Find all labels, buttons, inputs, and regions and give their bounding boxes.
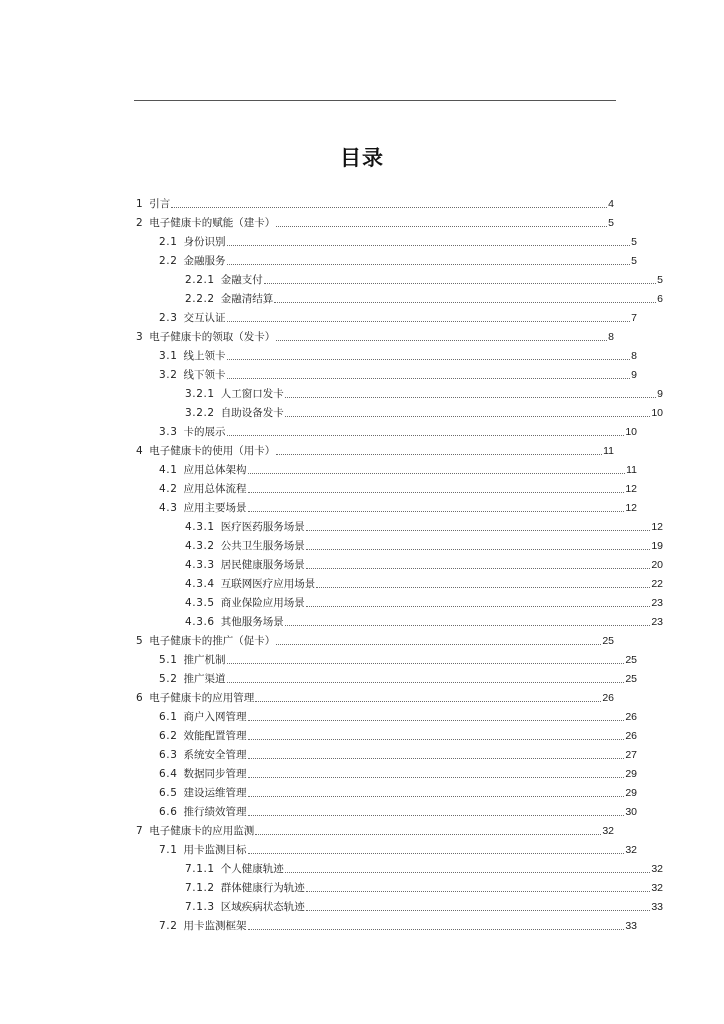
toc-dot-leader <box>306 891 651 892</box>
toc-entry-text: 商业保险应用场景 <box>220 597 305 609</box>
toc-dot-leader <box>248 511 625 512</box>
toc-entry-page: 6 <box>657 293 663 305</box>
toc-entry-page: 10 <box>625 426 637 438</box>
toc-entry-page: 22 <box>651 578 663 590</box>
toc-entry-text: 效能配置管理 <box>183 730 247 742</box>
toc-entry[interactable] <box>136 271 663 287</box>
toc-dot-leader <box>306 549 651 550</box>
toc-entry-text: 其他服务场景 <box>220 616 284 628</box>
toc-entry[interactable] <box>136 670 637 686</box>
toc-entry-text: 用卡监测框架 <box>183 920 247 932</box>
toc-entry[interactable] <box>136 784 637 800</box>
toc-entry-number: 3.2.1 <box>185 388 215 400</box>
toc-entry-page: 29 <box>625 787 637 799</box>
toc-entry-page: 33 <box>651 901 663 913</box>
toc-entry[interactable] <box>136 841 637 857</box>
toc-dot-leader <box>227 245 631 246</box>
toc-entry-page: 7 <box>631 312 637 324</box>
toc-dot-leader <box>276 340 607 341</box>
toc-entry-text: 个人健康轨迹 <box>220 863 284 875</box>
toc-entry[interactable] <box>136 879 663 895</box>
toc-entry[interactable] <box>136 803 637 819</box>
toc-entry-text: 线上领卡 <box>183 350 226 362</box>
toc-dot-leader <box>306 568 651 569</box>
toc-entry-page: 5 <box>608 217 614 229</box>
toc-entry-page: 26 <box>602 692 614 704</box>
toc-dot-leader <box>285 872 651 873</box>
toc-dot-leader <box>248 853 625 854</box>
toc-entry-text: 金融支付 <box>220 274 263 286</box>
toc-dot-leader <box>248 492 625 493</box>
toc-entry-text: 应用主要场景 <box>183 502 247 514</box>
toc-entry-text: 电子健康卡的领取（发卡） <box>149 331 276 343</box>
toc-entry-number: 6.1 <box>159 711 178 723</box>
toc-dot-leader <box>227 321 631 322</box>
toc-entry[interactable] <box>136 765 637 781</box>
toc-dot-leader <box>306 910 651 911</box>
toc-entry-text: 商户入网管理 <box>183 711 247 723</box>
toc-entry-page: 4 <box>608 198 614 210</box>
toc-entry[interactable] <box>136 252 637 268</box>
toc-entry-number: 7.1.1 <box>185 863 215 875</box>
toc-entry-page: 26 <box>625 730 637 742</box>
toc-entry-text: 医疗医药服务场景 <box>220 521 305 533</box>
toc-entry-text: 人工窗口发卡 <box>220 388 284 400</box>
toc-entry-text: 交互认证 <box>183 312 226 324</box>
toc-entry-number: 7.1 <box>159 844 178 856</box>
toc-entry-text: 系统安全管理 <box>183 749 247 761</box>
toc-entry[interactable] <box>136 290 663 306</box>
toc-entry-number: 2.2.2 <box>185 293 215 305</box>
toc-dot-leader <box>227 663 625 664</box>
toc-entry[interactable] <box>136 480 637 496</box>
toc-entry[interactable] <box>136 917 637 933</box>
toc-entry-page: 12 <box>651 521 663 533</box>
toc-entry-number: 3.3 <box>159 426 178 438</box>
toc-entry-number: 3 <box>136 331 144 343</box>
toc-entry-number: 3.2.2 <box>185 407 215 419</box>
toc-entry-number: 3.1 <box>159 350 178 362</box>
toc-dot-leader <box>248 739 625 740</box>
toc-entry-page: 11 <box>603 445 614 457</box>
toc-entry-page: 25 <box>625 673 637 685</box>
toc-entry-number: 1 <box>136 198 144 210</box>
toc-entry[interactable] <box>136 328 614 344</box>
toc-entry-number: 6.6 <box>159 806 178 818</box>
toc-dot-leader <box>276 644 601 645</box>
toc-entry-number: 2 <box>136 217 144 229</box>
toc-entry[interactable] <box>136 898 663 914</box>
toc-entry[interactable] <box>136 822 614 838</box>
toc-dot-leader <box>264 283 656 284</box>
header-rule <box>134 100 616 101</box>
toc-entry[interactable] <box>136 366 637 382</box>
toc-entry[interactable] <box>136 860 663 876</box>
toc-entry-page: 10 <box>651 407 663 419</box>
toc-entry-page: 9 <box>631 369 637 381</box>
toc-entry-page: 25 <box>625 654 637 666</box>
toc-dot-leader <box>306 530 651 531</box>
toc-entry[interactable] <box>136 233 637 249</box>
toc-entry-number: 7 <box>136 825 144 837</box>
toc-entry[interactable] <box>136 461 637 477</box>
toc-entry[interactable] <box>136 708 637 724</box>
toc-entry-number: 6.4 <box>159 768 178 780</box>
toc-entry[interactable] <box>136 347 637 363</box>
toc-dot-leader <box>248 796 625 797</box>
toc-entry-page: 23 <box>651 616 663 628</box>
toc-dot-leader <box>276 226 607 227</box>
toc-dot-leader <box>248 777 625 778</box>
toc-entry-number: 4.3.6 <box>185 616 215 628</box>
toc-entry[interactable] <box>136 385 663 401</box>
toc-entry-page: 20 <box>651 559 663 571</box>
toc-dot-leader <box>255 834 601 835</box>
toc-entry-number: 2.2.1 <box>185 274 215 286</box>
toc-entry-number: 5 <box>136 635 144 647</box>
toc-entry-page: 29 <box>625 768 637 780</box>
toc-entry-number: 4 <box>136 445 144 457</box>
toc-entry[interactable] <box>136 727 637 743</box>
toc-dot-leader <box>227 682 625 683</box>
toc-dot-leader <box>227 359 631 360</box>
toc-entry-number: 5.2 <box>159 673 178 685</box>
toc-entry-page: 5 <box>631 236 637 248</box>
toc-entry-page: 12 <box>625 502 637 514</box>
toc-entry[interactable] <box>136 423 637 439</box>
toc-entry-number: 7.1.3 <box>185 901 215 913</box>
toc-entry-page: 30 <box>625 806 637 818</box>
toc-entry[interactable] <box>136 556 663 572</box>
toc-dot-leader <box>227 378 631 379</box>
toc-entry-text: 金融清结算 <box>220 293 274 305</box>
toc-entry-page: 32 <box>651 882 663 894</box>
toc-entry-text: 居民健康服务场景 <box>220 559 305 571</box>
toc-entry-page: 12 <box>625 483 637 495</box>
toc-entry-text: 公共卫生服务场景 <box>220 540 305 552</box>
toc-entry-number: 4.2 <box>159 483 178 495</box>
toc-entry-number: 5.1 <box>159 654 178 666</box>
toc-entry-number: 4.3 <box>159 502 178 514</box>
toc-entry-text: 电子健康卡的赋能（建卡） <box>149 217 276 229</box>
toc-entry[interactable] <box>136 195 614 211</box>
toc-dot-leader <box>276 454 602 455</box>
toc-entry-page: 9 <box>657 388 663 400</box>
toc-entry-text: 应用总体架构 <box>183 464 247 476</box>
toc-entry-number: 7.2 <box>159 920 178 932</box>
toc-entry-page: 27 <box>625 749 637 761</box>
toc-entry-number: 6.2 <box>159 730 178 742</box>
toc-entry[interactable] <box>136 575 663 591</box>
toc-entry-text: 推广渠道 <box>183 673 226 685</box>
toc-entry-number: 6.3 <box>159 749 178 761</box>
toc-entry[interactable] <box>136 594 663 610</box>
toc-entry-page: 23 <box>651 597 663 609</box>
toc-entry-number: 4.3.4 <box>185 578 215 590</box>
toc-dot-leader <box>248 758 625 759</box>
toc-entry-number: 4.1 <box>159 464 178 476</box>
toc-dot-leader <box>248 720 625 721</box>
toc-dot-leader <box>285 397 656 398</box>
toc-dot-leader <box>306 606 651 607</box>
toc-entry[interactable] <box>136 518 663 534</box>
toc-dot-leader <box>248 929 625 930</box>
toc-entry-number: 6.5 <box>159 787 178 799</box>
toc-entry[interactable] <box>136 309 637 325</box>
toc-entry-page: 8 <box>608 331 614 343</box>
toc-entry[interactable] <box>136 442 614 458</box>
toc-entry-text: 建设运维管理 <box>183 787 247 799</box>
toc-dot-leader <box>248 473 626 474</box>
toc-entry-text: 金融服务 <box>183 255 226 267</box>
toc-entry[interactable] <box>136 214 614 230</box>
toc-entry-number: 7.1.2 <box>185 882 215 894</box>
toc-entry[interactable] <box>136 651 637 667</box>
toc-entry-text: 区域疾病状态轨迹 <box>220 901 305 913</box>
toc-entry-text: 自助设备发卡 <box>220 407 284 419</box>
toc-entry-text: 推广机制 <box>183 654 226 666</box>
toc-entry-text: 卡的展示 <box>183 426 226 438</box>
toc-entry-text: 互联网医疗应用场景 <box>220 578 316 590</box>
toc-entry[interactable] <box>136 499 637 515</box>
toc-entry-page: 11 <box>626 464 637 476</box>
toc-entry[interactable] <box>136 537 663 553</box>
toc-entry-number: 4.3.3 <box>185 559 215 571</box>
toc-entry-page: 32 <box>651 863 663 875</box>
toc-dot-leader <box>285 625 651 626</box>
toc-dot-leader <box>171 207 607 208</box>
toc-entry-text: 用卡监测目标 <box>183 844 247 856</box>
toc-entry-number: 3.2 <box>159 369 178 381</box>
toc-dot-leader <box>316 587 650 588</box>
toc-entry-text: 群体健康行为轨迹 <box>220 882 305 894</box>
toc-entry-page: 8 <box>631 350 637 362</box>
toc-entry-page: 32 <box>602 825 614 837</box>
toc-entry-text: 线下领卡 <box>183 369 226 381</box>
toc-entry-page: 32 <box>625 844 637 856</box>
toc-entry-page: 26 <box>625 711 637 723</box>
toc-dot-leader <box>255 701 601 702</box>
toc-dot-leader <box>227 435 625 436</box>
toc-entry-text: 电子健康卡的推广（促卡） <box>149 635 276 647</box>
toc-entry[interactable] <box>136 689 614 705</box>
toc-dot-leader <box>274 302 656 303</box>
toc-entry-page: 5 <box>657 274 663 286</box>
toc-entry-text: 引言 <box>149 198 171 210</box>
toc-entry-text: 电子健康卡的应用监测 <box>149 825 255 837</box>
toc-entry-number: 2.3 <box>159 312 178 324</box>
toc-entry[interactable] <box>136 404 663 420</box>
toc-entry-number: 6 <box>136 692 144 704</box>
toc-entry-text: 应用总体流程 <box>183 483 247 495</box>
toc-entry-text: 电子健康卡的应用管理 <box>149 692 255 704</box>
toc-dot-leader <box>248 815 625 816</box>
toc-entry-number: 2.1 <box>159 236 178 248</box>
toc-entry-text: 身份识别 <box>183 236 226 248</box>
toc-entry[interactable] <box>136 746 637 762</box>
toc-title: 目录 <box>340 146 384 170</box>
toc-dot-leader <box>285 416 651 417</box>
toc-entry-page: 25 <box>602 635 614 647</box>
toc-entry-text: 推行绩效管理 <box>183 806 247 818</box>
toc-entry-page: 33 <box>625 920 637 932</box>
toc-dot-leader <box>227 264 631 265</box>
toc-entry[interactable] <box>136 632 614 648</box>
toc-entry-number: 4.3.2 <box>185 540 215 552</box>
toc-entry[interactable] <box>136 613 663 629</box>
toc-entry-page: 19 <box>651 540 663 552</box>
toc-entry-number: 4.3.1 <box>185 521 215 533</box>
toc-entry-page: 5 <box>631 255 637 267</box>
toc-entry-number: 4.3.5 <box>185 597 215 609</box>
toc-entry-text: 电子健康卡的使用（用卡） <box>149 445 276 457</box>
toc-entry-number: 2.2 <box>159 255 178 267</box>
toc-entry-text: 数据同步管理 <box>183 768 247 780</box>
